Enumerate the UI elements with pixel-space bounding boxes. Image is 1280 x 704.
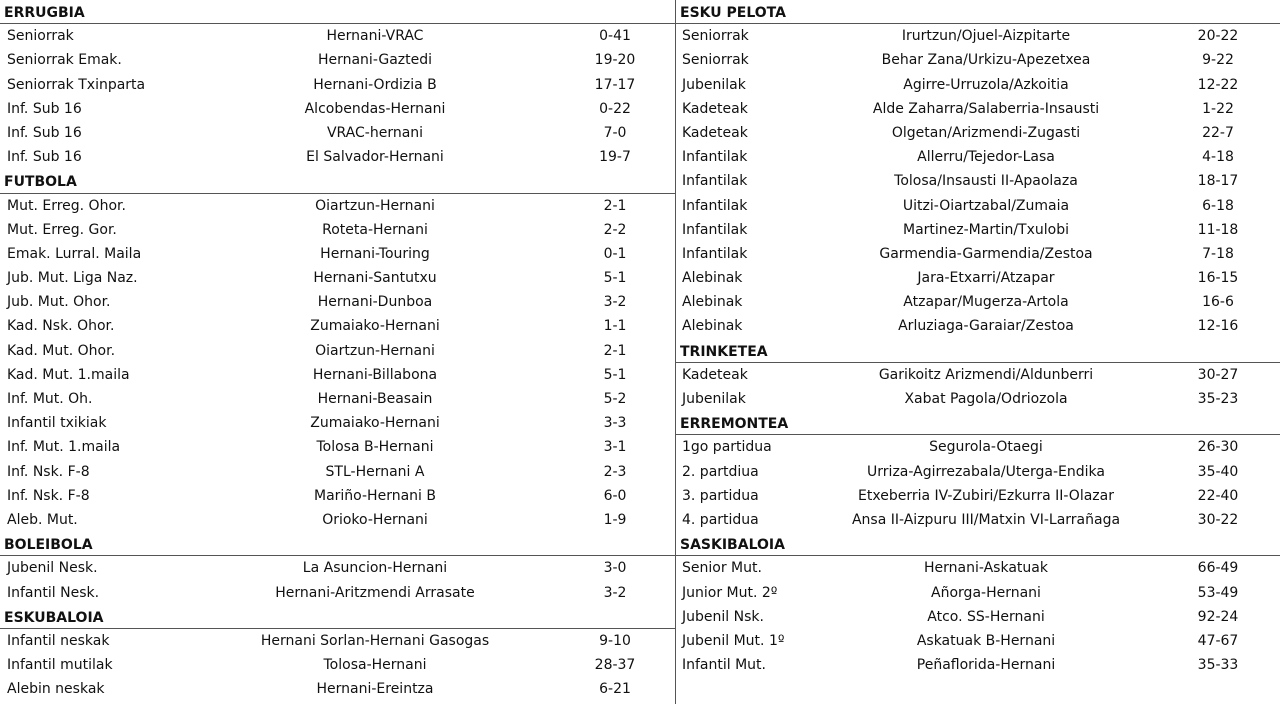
result-row: [0, 314, 675, 338]
category-cell: Seniorrak: [7, 28, 74, 45]
section-trinketea: [676, 339, 1280, 412]
category-cell: Infantilak: [682, 197, 748, 214]
score-cell: 19-7: [599, 149, 631, 166]
category-cell: Aleb. Mut.: [7, 511, 78, 528]
match-cell: Hernani-Ordizia B: [313, 76, 437, 93]
result-row: [676, 290, 1280, 314]
category-cell: Inf. Sub 16: [7, 124, 82, 141]
score-cell: 0-22: [599, 100, 631, 117]
result-row: [0, 218, 675, 242]
score-cell: 0-41: [599, 28, 631, 45]
category-cell: Alebinak: [682, 294, 743, 311]
match-cell: Oiartzun-Hernani: [315, 197, 435, 214]
score-cell: 16-15: [1197, 270, 1239, 287]
category-cell: Mut. Erreg. Gor.: [7, 221, 117, 238]
result-row: [676, 218, 1280, 242]
score-cell: 17-17: [594, 76, 636, 93]
section-title: ESKU PELOTA: [676, 0, 1280, 24]
match-cell: STL-Hernani A: [325, 463, 425, 480]
score-cell: 22-40: [1197, 487, 1239, 504]
match-cell: VRAC-hernani: [326, 124, 424, 141]
match-cell: Jara-Etxarri/Atzapar: [917, 270, 1055, 287]
match-cell: El Salvador-Hernani: [306, 149, 444, 166]
result-row: [0, 629, 675, 653]
category-cell: Infantilak: [682, 221, 748, 238]
section-errugbia: [0, 0, 675, 169]
result-row: [676, 605, 1280, 629]
category-cell: Kad. Mut. 1.maila: [7, 366, 130, 383]
result-row: [676, 266, 1280, 290]
result-row: [676, 48, 1280, 72]
score-cell: 11-18: [1197, 221, 1239, 238]
match-cell: Mariño-Hernani B: [314, 487, 436, 504]
match-cell: Askatuak B-Hernani: [916, 632, 1056, 649]
section-title: ERRUGBIA: [0, 0, 675, 24]
score-cell: 9-10: [599, 632, 631, 649]
result-row: [676, 387, 1280, 411]
score-cell: 3-1: [603, 439, 627, 456]
result-row: [0, 48, 675, 72]
section-futbola: [0, 169, 675, 532]
right-column: [676, 0, 1280, 677]
match-cell: Irurtzun/Ojuel-Aizpitarte: [901, 28, 1071, 45]
category-cell: Seniorrak Emak.: [7, 52, 122, 69]
match-cell: Tolosa/Insausti II-Apaolaza: [894, 173, 1078, 190]
score-cell: 0-1: [603, 245, 627, 262]
category-cell: Inf. Mut. Oh.: [7, 391, 93, 407]
score-cell: 28-37: [594, 657, 636, 674]
result-row: [0, 363, 675, 387]
match-cell: Hernani-Billabona: [312, 366, 438, 383]
result-row: [0, 290, 675, 314]
score-cell: 1-22: [1202, 100, 1234, 117]
section-title: ESKUBALOIA: [0, 605, 675, 629]
score-cell: 30-27: [1197, 366, 1239, 383]
score-cell: 12-22: [1197, 76, 1239, 93]
match-cell: Tolosa-Hernani: [323, 657, 427, 674]
category-cell: Infantilak: [682, 173, 748, 190]
category-cell: Jubenil Mut. 1º: [682, 632, 785, 649]
category-cell: Jub. Mut. Liga Naz.: [7, 270, 138, 287]
result-row: [676, 145, 1280, 169]
category-cell: Mut. Erreg. Ohor.: [7, 197, 126, 214]
section-title: FUTBOLA: [0, 169, 675, 193]
score-cell: 3-3: [603, 415, 627, 432]
category-cell: Inf. Sub 16: [7, 149, 82, 166]
result-row: [0, 677, 675, 701]
score-cell: 5-2: [603, 391, 627, 407]
result-row: [0, 73, 675, 97]
category-cell: Alebinak: [682, 270, 743, 287]
match-cell: Peñaflorida-Hernani: [916, 657, 1056, 674]
score-cell: 7-18: [1202, 245, 1234, 262]
match-cell: Atco. SS-Hernani: [927, 608, 1045, 625]
score-cell: 5-1: [603, 366, 627, 383]
match-cell: Segurola-Otaegi: [929, 439, 1043, 456]
category-cell: Infantil Mut.: [682, 657, 766, 674]
score-cell: 35-33: [1197, 657, 1239, 674]
match-cell: Hernani-Touring: [320, 245, 430, 262]
result-row: [676, 314, 1280, 338]
score-cell: 35-40: [1197, 463, 1239, 480]
category-cell: Jubenilak: [682, 76, 746, 93]
match-cell: Hernani-Santutxu: [313, 270, 437, 287]
score-cell: 2-1: [603, 342, 627, 359]
match-cell: Uitzi-Oiartzabal/Zumaia: [902, 197, 1070, 214]
result-row: [676, 97, 1280, 121]
match-cell: Oiartzun-Hernani: [315, 342, 435, 359]
score-cell: 6-21: [599, 681, 631, 698]
match-cell: Hernani-Gaztedi: [317, 52, 433, 69]
result-row: [0, 460, 675, 484]
match-cell: Allerru/Tejedor-Lasa: [917, 149, 1055, 166]
result-row: [0, 24, 675, 48]
score-cell: 26-30: [1197, 439, 1239, 456]
category-cell: Inf. Nsk. F-8: [7, 487, 90, 504]
match-cell: Behar Zana/Urkizu-Apezetxea: [881, 52, 1091, 69]
category-cell: 4. partidua: [682, 511, 759, 528]
result-row: [676, 24, 1280, 48]
score-cell: 1-1: [603, 318, 627, 335]
score-cell: 4-18: [1202, 149, 1234, 166]
score-cell: 3-0: [603, 560, 627, 577]
match-cell: Tolosa B-Hernani: [316, 439, 434, 456]
match-cell: Añorga-Hernani: [931, 584, 1041, 601]
category-cell: Seniorrak: [682, 28, 749, 45]
match-cell: Alcobendas-Hernani: [304, 100, 446, 117]
result-row: [676, 121, 1280, 145]
match-cell: Hernani-Ereintza: [316, 681, 434, 698]
category-cell: Infantilak: [682, 245, 748, 262]
match-cell: Etxeberria IV-Zubiri/Ezkurra II-Olazar: [858, 487, 1114, 504]
match-cell: Urriza-Agirrezabala/Uterga-Endika: [867, 463, 1105, 480]
match-cell: Hernani-VRAC: [326, 28, 424, 45]
match-cell: Garikoitz Arizmendi/Aldunberri: [878, 366, 1094, 383]
category-cell: Seniorrak Txinparta: [7, 76, 146, 93]
category-cell: Jubenil Nsk.: [682, 608, 764, 625]
section-eskubaloia: [0, 605, 675, 702]
score-cell: 22-7: [1202, 124, 1234, 141]
result-row: [0, 97, 675, 121]
result-row: [0, 339, 675, 363]
section-title: BOLEIBOLA: [0, 532, 675, 556]
category-cell: Emak. Lurral. Maila: [7, 245, 142, 262]
category-cell: Jubenil Nesk.: [7, 560, 98, 577]
score-cell: 53-49: [1197, 584, 1239, 601]
result-row: [0, 411, 675, 435]
section-title: SASKIBALOIA: [676, 532, 1280, 556]
match-cell: Zumaiako-Hernani: [310, 415, 440, 432]
match-cell: Olgetan/Arizmendi-Zugasti: [891, 124, 1081, 141]
category-cell: Jubenilak: [682, 391, 746, 407]
result-row: [676, 653, 1280, 677]
section-saskibaloia: [676, 532, 1280, 677]
category-cell: 3. partidua: [682, 487, 759, 504]
result-row: [0, 242, 675, 266]
score-cell: 3-2: [603, 294, 627, 311]
result-row: [0, 145, 675, 169]
score-cell: 18-17: [1197, 173, 1239, 190]
category-cell: Alebin neskak: [7, 681, 105, 698]
result-row: [676, 629, 1280, 653]
result-row: [676, 242, 1280, 266]
match-cell: Garmendia-Garmendia/Zestoa: [879, 245, 1093, 262]
result-row: [676, 435, 1280, 459]
score-cell: 2-2: [603, 221, 627, 238]
match-cell: Orioko-Hernani: [322, 511, 428, 528]
match-cell: Hernani-Aritzmendi Arrasate: [275, 584, 475, 601]
match-cell: Hernani-Beasain: [317, 391, 433, 407]
result-row: [676, 73, 1280, 97]
match-cell: Atzapar/Mugerza-Artola: [903, 294, 1069, 311]
result-row: [676, 169, 1280, 193]
score-cell: 3-2: [603, 584, 627, 601]
category-cell: Inf. Mut. 1.maila: [7, 439, 121, 456]
category-cell: Infantil mutilak: [7, 657, 113, 674]
result-row: [676, 581, 1280, 605]
score-cell: 2-1: [603, 197, 627, 214]
match-cell: Hernani-Askatuak: [924, 560, 1048, 577]
result-row: [0, 435, 675, 459]
score-cell: 16-6: [1202, 294, 1234, 311]
result-row: [0, 387, 675, 411]
result-row: [0, 484, 675, 508]
score-cell: 1-9: [603, 511, 627, 528]
category-cell: Infantil txikiak: [7, 415, 107, 432]
category-cell: Jub. Mut. Ohor.: [7, 294, 111, 311]
match-cell: Xabat Pagola/Odriozola: [904, 391, 1068, 407]
section-boleibola: [0, 532, 675, 605]
score-cell: 47-67: [1197, 632, 1239, 649]
score-cell: 20-22: [1197, 28, 1239, 45]
score-cell: 19-20: [594, 52, 636, 69]
result-row: [0, 556, 675, 580]
category-cell: Kad. Mut. Ohor.: [7, 342, 116, 359]
result-row: [0, 266, 675, 290]
score-cell: 5-1: [603, 270, 627, 287]
category-cell: Kadeteak: [682, 100, 748, 117]
category-cell: Infantilak: [682, 149, 748, 166]
match-cell: Agirre-Urruzola/Azkoitia: [903, 76, 1069, 93]
section-erremontea: [676, 411, 1280, 532]
result-row: [0, 653, 675, 677]
match-cell: Roteta-Hernani: [322, 221, 428, 238]
category-cell: Inf. Sub 16: [7, 100, 82, 117]
result-row: [0, 508, 675, 532]
score-cell: 35-23: [1197, 391, 1239, 407]
match-cell: Hernani-Dunboa: [317, 294, 433, 311]
score-cell: 92-24: [1197, 608, 1239, 625]
match-cell: Alde Zaharra/Salaberria-Insausti: [872, 100, 1100, 117]
score-cell: 2-3: [603, 463, 627, 480]
score-cell: 9-22: [1202, 52, 1234, 69]
category-cell: Kadeteak: [682, 366, 748, 383]
category-cell: 1go partidua: [682, 439, 772, 456]
category-cell: Alebinak: [682, 318, 743, 335]
section-esku-pelota: [676, 0, 1280, 339]
match-cell: Arluziaga-Garaiar/Zestoa: [898, 318, 1074, 335]
category-cell: Seniorrak: [682, 52, 749, 69]
result-row: [676, 484, 1280, 508]
result-row: [0, 581, 675, 605]
match-cell: La Asuncion-Hernani: [302, 560, 448, 577]
category-cell: Infantil Nesk.: [7, 584, 100, 601]
category-cell: Infantil neskak: [7, 632, 110, 649]
result-row: [676, 508, 1280, 532]
result-row: [676, 556, 1280, 580]
category-cell: 2. partdiua: [682, 463, 759, 480]
score-cell: 7-0: [603, 124, 627, 141]
match-cell: Hernani Sorlan-Hernani Gasogas: [260, 632, 490, 649]
category-cell: Junior Mut. 2º: [682, 584, 778, 601]
section-title: TRINKETEA: [676, 339, 1280, 363]
category-cell: Inf. Nsk. F-8: [7, 463, 90, 480]
result-row: [0, 194, 675, 218]
category-cell: Senior Mut.: [682, 560, 762, 577]
score-cell: 12-16: [1197, 318, 1239, 335]
section-title: ERREMONTEA: [676, 411, 1280, 435]
match-cell: Ansa II-Aizpuru III/Matxin VI-Larrañaga: [851, 511, 1121, 528]
score-cell: 66-49: [1197, 560, 1239, 577]
result-row: [676, 363, 1280, 387]
match-cell: Martinez-Martin/Txulobi: [902, 221, 1069, 238]
category-cell: Kadeteak: [682, 124, 748, 141]
score-cell: 6-18: [1202, 197, 1234, 214]
match-cell: Zumaiako-Hernani: [310, 318, 440, 335]
result-row: [0, 121, 675, 145]
result-row: [676, 460, 1280, 484]
score-cell: 6-0: [603, 487, 627, 504]
score-cell: 30-22: [1197, 511, 1239, 528]
result-row: [676, 194, 1280, 218]
category-cell: Kad. Nsk. Ohor.: [7, 318, 115, 335]
